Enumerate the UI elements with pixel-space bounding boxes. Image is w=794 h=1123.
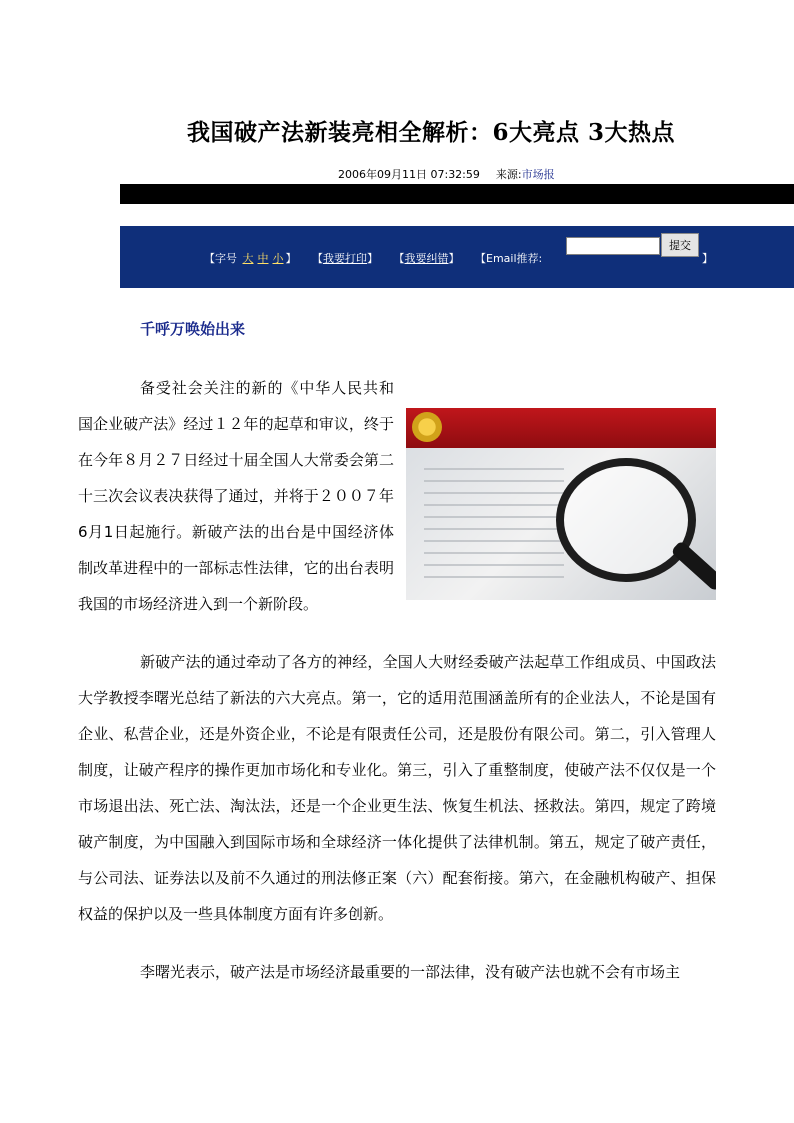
- toolbar-links: [204, 250, 542, 266]
- print-bracket-open: 【: [312, 252, 323, 265]
- magnifier-handle: [670, 540, 716, 592]
- correction-bracket-close: 】: [448, 252, 460, 265]
- section-heading: 千呼万唤始出来: [140, 320, 246, 338]
- article-meta: [338, 166, 555, 182]
- correction-link[interactable]: 我要纠错: [404, 252, 449, 265]
- email-bracket-close: 】: [702, 252, 713, 265]
- photo-text-lines: [424, 468, 564, 578]
- article-paragraph: 李曙光表示，破产法是市场经济最重要的一部法律，没有破产法也就不会有市场主: [140, 963, 681, 981]
- page-title: 我国破产法新装亮相全解析：6大亮点 3大热点: [186, 119, 675, 146]
- article-toolbar: [120, 226, 794, 288]
- print-group: [312, 252, 378, 265]
- font-size-small-link[interactable]: 小: [272, 252, 284, 265]
- article-body: [78, 370, 716, 990]
- font-size-medium-link[interactable]: 中: [257, 252, 269, 265]
- source-link[interactable]: 市场报: [521, 168, 555, 181]
- photo-banner: [406, 408, 716, 448]
- correction-group: [394, 252, 460, 265]
- email-recommend-label: 【Email推荐:: [475, 252, 543, 265]
- header-bar: [120, 184, 794, 204]
- font-size-label: 【字号: [204, 252, 237, 265]
- article-photo: [406, 408, 716, 600]
- email-input[interactable]: [566, 237, 660, 255]
- font-size-bracket-close: 】: [285, 252, 297, 265]
- national-emblem-icon: [412, 412, 442, 442]
- correction-bracket-open: 【: [393, 252, 405, 265]
- print-link[interactable]: 我要打印: [323, 252, 367, 265]
- font-size-group: [204, 252, 297, 265]
- magnifying-glass-icon: [556, 458, 696, 582]
- print-bracket-close: 】: [367, 252, 378, 265]
- publish-datetime: 2006年09月11日 07:32:59: [338, 168, 480, 181]
- article-paragraph: 备受社会关注的新的《中华人民共和国企业破产法》经过１２年的起草和审议，终于在今年８月２７日经过十届全国人大常委会第二十三次会议表决获得了通过，并将于２００７年6月1日起施行。新破产法的出台是中国经济体制改革进程中的一部标志性法律，它的出台表明我国的市场经济进入到一个新阶段。: [78, 379, 394, 613]
- font-size-large-link[interactable]: 大: [242, 252, 254, 265]
- article-paragraph: 新破产法的通过牵动了各方的神经，全国人大财经委破产法起草工作组成员、中国政法大学教授李曙光总结了新法的六大亮点。第一，它的适用范围涵盖所有的企业法人，不论是国有企业、私营企业，还是外资企业，不论是有限责任公司，还是股份有限公司。第二，引入管理人制度，让破产程序的操作更加市场化和专业化。第三，引入了重整制度，使破产法不仅仅是一个市场退出法、死亡法、淘汰法，还是一个企业更生法、恢复生机法、拯救法。第四，规定了跨境破产制度，为中国融入到国际市场和全球经济一体化提供了法律机制。第五，规定了破产责任，与公司法、证券法以及前不久通过的刑法修正案（六）配套衔接。第六，在金融机构破产、担保权益的保护以及一些具体制度方面有许多创新。: [78, 653, 716, 923]
- submit-button[interactable]: 提交: [661, 233, 699, 257]
- source-label: 来源:: [495, 168, 522, 181]
